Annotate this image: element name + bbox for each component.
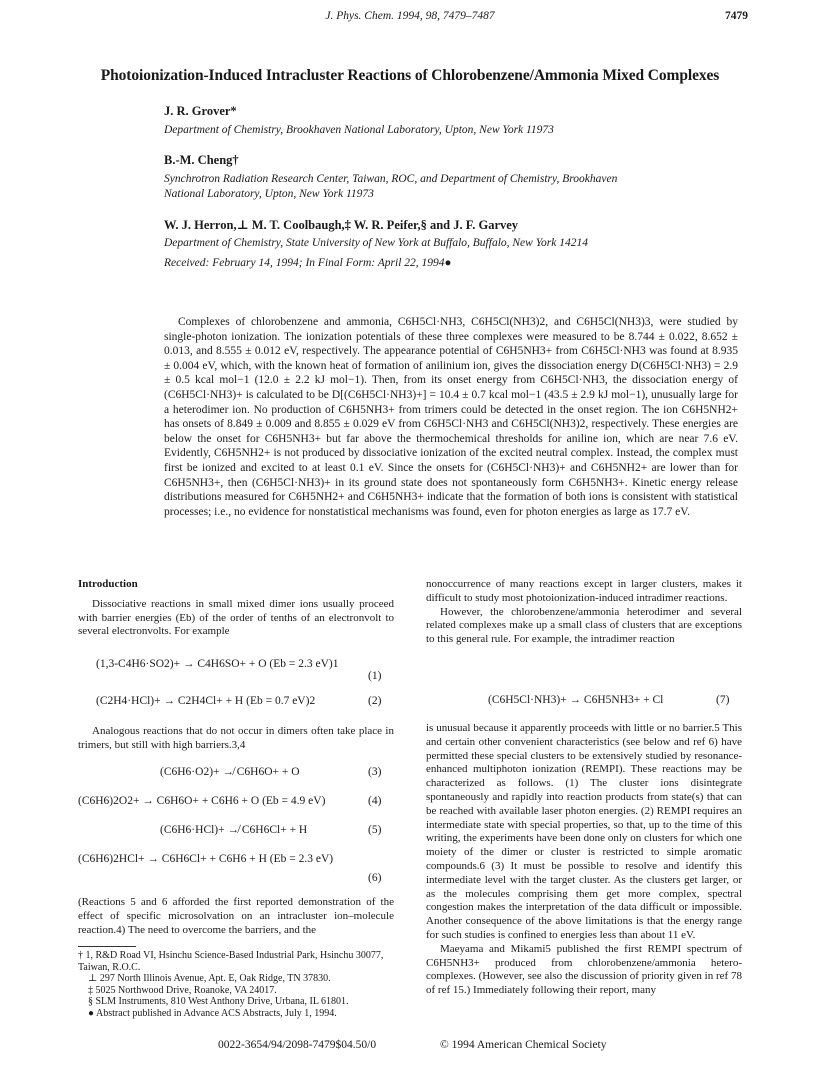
intro-paragraph-3-wrap — [78, 896, 394, 937]
paper-title: Photoionization-Induced Intracluster Reactions of Chlorobenzene/Ammonia Mixed Complexes — [100, 67, 720, 84]
author-line-3: W. J. Herron,⊥ M. T. Coolbaugh,‡ W. R. Peifer,§ and J. F. Garvey — [164, 218, 519, 232]
right-paragraph-1: nonoccurrence of many reactions except in larger clusters, makes it difficult to study most photoionization-induced intradimer reactions. — [426, 578, 742, 604]
equation-1-number: (1) — [368, 670, 382, 682]
intro-paragraph-2-wrap — [78, 725, 394, 753]
publication-code: 0022-3654/94/2098-7479$04.50/0 — [218, 1039, 377, 1051]
section-heading-introduction: Introduction — [78, 578, 138, 590]
footnotes — [78, 950, 394, 1019]
equation-4: (C6H6)2O2+ → C6H6O+ + C6H6 + O (Eb = 4.9 eV) — [78, 795, 326, 807]
intro-paragraph-3: (Reactions 5 and 6 afforded the first reported demonstration of the effect of specific microsolvation on an intracluster ion–molecule reaction.4) The need to overcome the barriers, and the — [78, 896, 394, 936]
equation-4-number: (4) — [368, 795, 382, 807]
received-dates: Received: February 14, 1994; In Final Form: April 22, 1994● — [164, 257, 452, 269]
footnote-rule — [78, 946, 136, 947]
right-paragraph-3: is unusual because it apparently proceeds with little or no barrier.5 This and certain other convenient characteristics (see below and ref 6) have permitted these special clusters to be extensively studied by resonance-enhanced multiphoton ionization (REMPI). These reactions may be characterized as follows. (1) The cluster ions disintegrate spontaneously and rapidly into reaction products from state(s) that can be reached with available laser photon energies. (2) REMPI requires an intermediate state with special properties, so that, up to the time of this writing, the experiments have been done only on clusters for which one moiety of the dimer or cluster is restricted to simple aromatic compounds.6 (3) It must be possible to resolve and identify this intermediate level with the target cluster. As the clusters get larger, or as the molecules comprising them get more complex, spectral congestion makes the interpretation of the data difficult or impossible. Another consequence of the above limitations is that the energy range for such studies is confined to energies less than about 11 eV. — [426, 722, 742, 941]
equation-5: (C6H6·HCl)+ ↛ C6H6Cl+ + H — [160, 824, 308, 836]
intro-paragraph-1: Dissociative reactions in small mixed dimer ions usually proceed with barrier energies (Eb) of the order of tenths of an electronvolt to several electronvolts. For example — [78, 597, 394, 638]
equation-3: (C6H6·O2)+ ↛ C6H6O+ + O — [160, 766, 300, 778]
equation-3-number: (3) — [368, 766, 382, 778]
equation-6-number: (6) — [368, 872, 382, 884]
right-paragraph-4: Maeyama and Mikami5 published the first REMPI spectrum of C6H5NH3+ produced from chlorobenzene/ammonia hetero-complexes. (However, see also the discussion of priority given in ref 78 of ref 15.) Immediately following their report, many — [426, 942, 742, 997]
footnote-2: ⊥ 297 North Illinois Avenue, Apt. E, Oak Ridge, TN 37830. — [88, 973, 331, 984]
equation-5-number: (5) — [368, 824, 382, 836]
affiliation-1: Department of Chemistry, Brookhaven National Laboratory, Upton, New York 11973 — [164, 124, 554, 136]
page-number: 7479 — [725, 10, 748, 22]
abstract: Complexes of chlorobenzene and ammonia, C6H5Cl·NH3, C6H5Cl(NH3)2, and C6H5Cl(NH3)3, were studied by single-photon ionization. The ionization potentials of these three complexes were measured to be 8.744 ± 0.022, 8.652 ± 0.013, and 8.555 ± 0.012 eV, respectively. The appearance potential of C6H5NH3+ from C6H5Cl·NH3 was found at 8.935 ± 0.004 eV, which, with the known heat of formation of anilinium ion, gives the dissociation energy D(C6H5Cl·NH3) = 2.9 ± 0.5 kcal mol−1 (12.0 ± 2.2 kJ mol−1). Then, from its onset energy from C6H5Cl·NH3, the dissociation energy of (C6H5Cl·NH3)+ is calculated to be D[(C6H5Cl·NH3)+] = 10.4 ± 0.7 kcal mol−1 (43.5 ± 2.9 kJ mol−1), unusually large for a heterodimer ion. No production of C6H5NH3+ from trimers could be detected in the onset region. The ion C6H5NH2+ has onsets of 8.849 ± 0.009 and 8.855 ± 0.029 eV from C6H5Cl·NH3 and C6H5Cl(NH3)2, respectively. These energies are below the onset for C6H5NH3+ but far above the thermochemical thresholds for aniline ion, which are near 7.6 eV. Evidently, C6H5NH2+ is not produced by dissociative ionization of the excited neutral complex. Instead, the complex must first be ionized and excited to at least 0.1 eV. Since the onsets for (C6H5Cl·NH3)+ and C6H5NH2+ are lower than for C6H5NH3+, then (C6H5Cl·NH3)+ in its ground state does not spontaneously form C6H5NH3+. Kinetic energy release distributions measured for C6H5NH2+ and C6H5NH3+ indicate that the formation of both ions is consistent with statistical processes; i.e., no evidence for nonstatistical mechanisms was found, even for photon energies as large as 17.7 eV. — [164, 316, 738, 518]
footnote-4: § SLM Instruments, 810 West Anthony Drive, Urbana, IL 61801. — [88, 996, 349, 1007]
equation-2: (C2H4·HCl)+ → C2H4Cl+ + H (Eb = 0.7 eV)2 — [96, 695, 316, 707]
footnote-5: ● Abstract published in Advance ACS Abstracts, July 1, 1994. — [88, 1007, 337, 1019]
equation-7: (C6H5Cl·NH3)+ → C6H5NH3+ + Cl — [488, 694, 664, 706]
left-column — [78, 578, 394, 639]
equation-1: (1,3-C4H6·SO2)+ → C4H6SO+ + O (Eb = 2.3 eV)1 — [96, 658, 339, 670]
equation-7-number: (7) — [716, 694, 730, 706]
equation-6: (C6H6)2HCl+ → C6H6Cl+ + C6H6 + H (Eb = 2.3 eV) — [78, 853, 334, 865]
copyright-notice: © 1994 American Chemical Society — [440, 1039, 607, 1051]
author-line-2: B.-M. Cheng† — [164, 153, 239, 167]
right-column-bottom — [426, 722, 742, 998]
footnote-3: ‡ 5025 Northwood Drive, Roanoke, VA 24017. — [88, 984, 277, 996]
right-column-top — [426, 578, 742, 647]
affiliation-2: Synchrotron Radiation Research Center, Taiwan, ROC, and Department of Chemistry, Brookhaven National Laboratory, Upton, New York 11973 — [164, 173, 618, 200]
intro-paragraph-2: Analogous reactions that do not occur in dimers often take place in trimers, but still with high barriers.3,4 — [78, 725, 394, 751]
author-line-1: J. R. Grover* — [164, 104, 237, 118]
journal-citation: J. Phys. Chem. 1994, 98, 7479–7487 — [325, 10, 495, 22]
affiliation-3: Department of Chemistry, State University of New York at Buffalo, Buffalo, New York 14214 — [164, 237, 589, 249]
right-paragraph-2: However, the chlorobenzene/ammonia heterodimer and several related complexes make up a small class of clusters that are exceptions to this general rule. For example, the intradimer reaction — [426, 605, 742, 646]
equation-2-number: (2) — [368, 695, 382, 707]
footnote-1: † 1, R&D Road VI, Hsinchu Science-Based Industrial Park, Hsinchu 30077, Taiwan, R.O.C. — [78, 950, 384, 973]
